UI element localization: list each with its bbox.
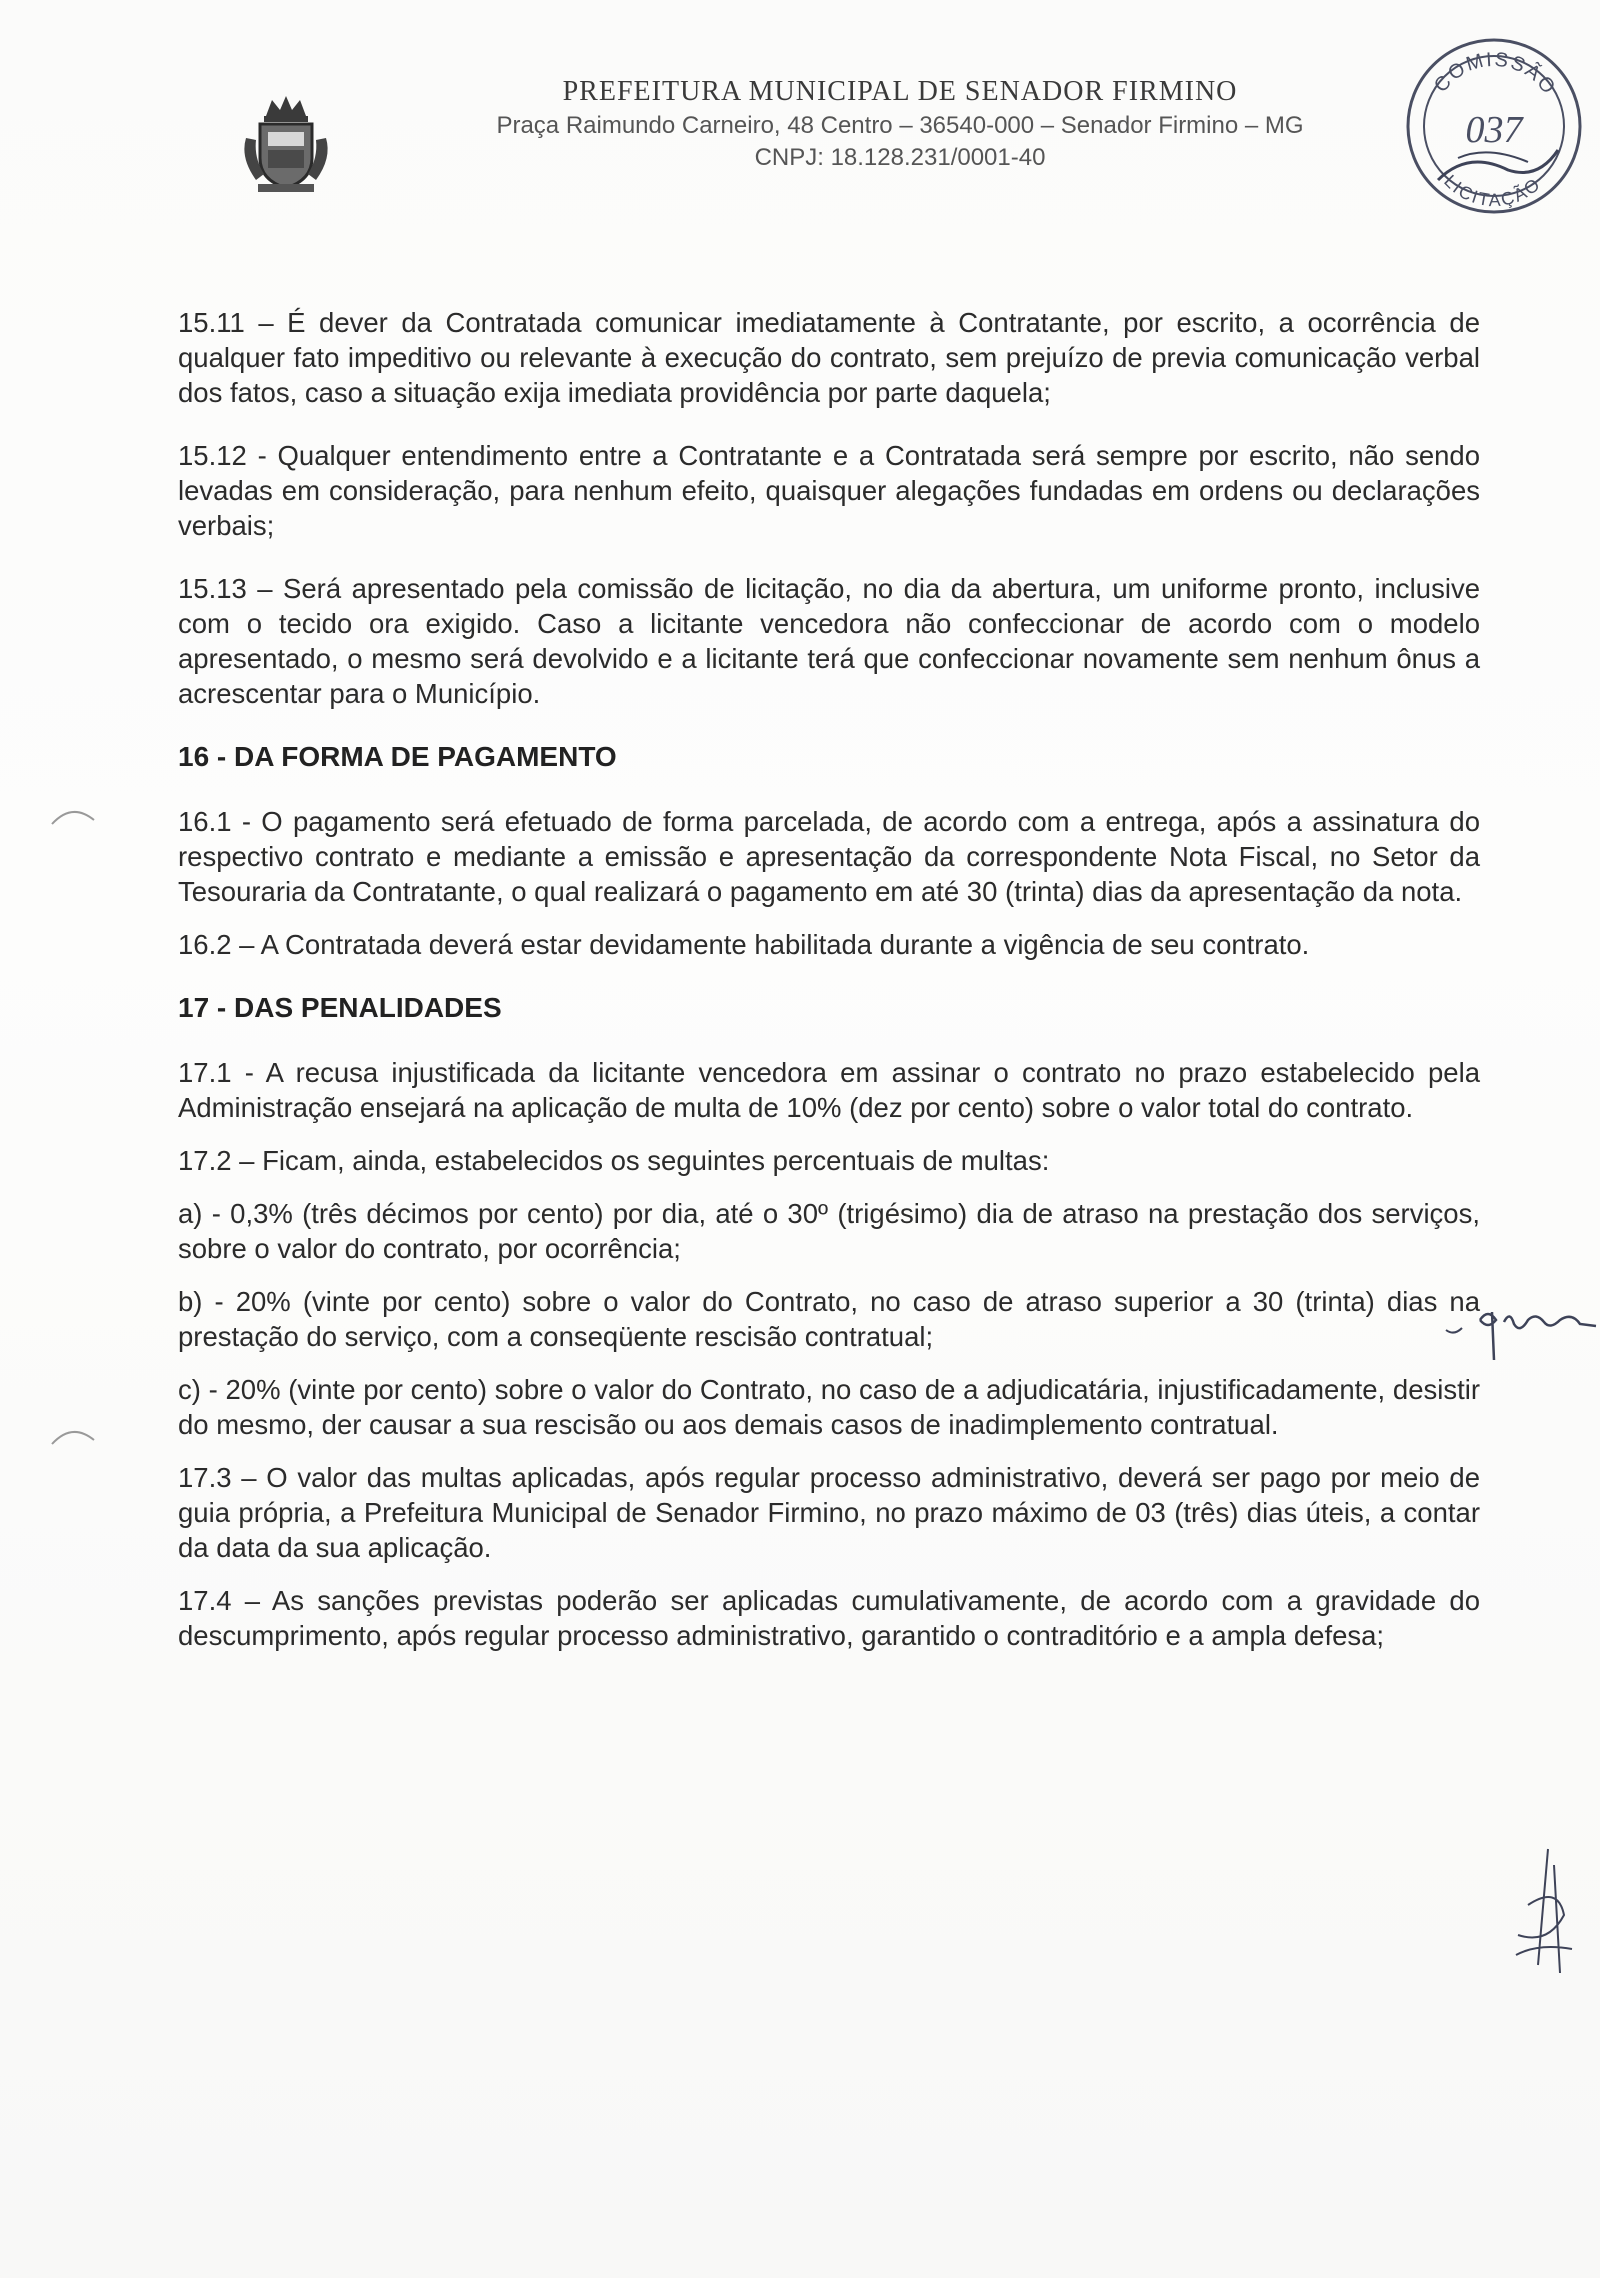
handwritten-signature <box>1508 1845 1578 1975</box>
clause-17-2-c: c) - 20% (vinte por cento) sobre o valor do Contrato, no caso de a adjudicatária, injustificadamente, desistir do mesmo, der causar a sua rescisão ou aos demais casos de inadimplemento contratual. <box>178 1374 1480 1440</box>
margin-mark-icon <box>48 1420 98 1450</box>
clause-17-4: 17.4 – As sanções previstas poderão ser aplicadas cumulativamente, de acordo com a gravidade do descumprimento, após regular processo administrativo, garantido o contraditório e a ampla defesa; <box>178 1585 1480 1651</box>
municipality-address: Praça Raimundo Carneiro, 48 Centro – 36540-000 – Senador Firmino – MG <box>496 112 1304 139</box>
clause-17-2: 17.2 – Ficam, ainda, estabelecidos os seguintes percentuais de multas: <box>178 1145 1050 1176</box>
clause-16-1: 16.1 - O pagamento será efetuado de forma parcelada, de acordo com a entrega, após a assinatura do respectivo contrato e mediante a emissão e apresentação da correspondente Nota Fiscal, no Setor da Tesouraria da Contratante, o qual realizará o pagamento em até 30 (trinta) dias da apresentação da nota. <box>178 806 1480 907</box>
clause-17-3: 17.3 – O valor das multas aplicadas, após regular processo administrativo, deverá ser pago por meio de guia própria, a Prefeitura Municipal de Senador Firmino, no prazo máximo de 03 (três) dias úteis, a contar da data da sua aplicação. <box>178 1462 1480 1563</box>
handwritten-initials <box>1440 1290 1600 1360</box>
clause-15-13: 15.13 – Será apresentado pela comissão de licitação, no dia da abertura, um uniforme pronto, inclusive com o tecido ora exigido. Caso a licitante vencedora não confeccionar de acordo com o modelo apresentado, o mesmo será devolvido e a licitante terá que confeccionar novamente sem nenhum ônus a acrescentar para o Município. <box>178 573 1480 709</box>
municipality-title: PREFEITURA MUNICIPAL DE SENADOR FIRMINO <box>562 76 1238 107</box>
clause-15-11: 15.11 – É dever da Contratada comunicar imediatamente à Contratante, por escrito, a ocorrência de qualquer fato impeditivo ou relevante à execução do contrato, sem prejuízo de previa comunicação verbal dos fatos, caso a situação exija imediata providência por parte daquela; <box>178 307 1480 408</box>
clause-17-1: 17.1 - A recusa injustificada da licitante vencedora em assinar o contrato no prazo estabelecido pela Administração ensejará na aplicação de multa de 10% (dez por cento) sobre o valor total do contrato. <box>178 1057 1480 1123</box>
municipal-crest-icon <box>236 88 336 198</box>
clause-17-2-a: a) - 0,3% (três décimos por cento) por dia, até o 30º (trigésimo) dia de atraso na prestação dos serviços, sobre o valor do contrato, por ocorrência; <box>178 1198 1480 1264</box>
clause-17-2-b: b) - 20% (vinte por cento) sobre o valor do Contrato, no caso de atraso superior a 30 (trinta) dias na prestação do serviço, com a conseqüente rescisão contratual; <box>178 1286 1480 1352</box>
stamp-bottom-text: LICITAÇÃO <box>1440 170 1545 211</box>
section-16-title: 16 - DA FORMA DE PAGAMENTO <box>178 741 617 772</box>
commission-stamp <box>1398 30 1590 222</box>
stamp-number: 037 <box>1465 109 1523 151</box>
clause-16-2: 16.2 – A Contratada deverá estar devidamente habilitada durante a vigência de seu contrato. <box>178 929 1310 960</box>
margin-mark-icon <box>48 800 98 830</box>
stamp-top-text: COMISSÃO <box>1429 48 1561 100</box>
clause-15-12: 15.12 - Qualquer entendimento entre a Contratante e a Contratada será sempre por escrito, não sendo levadas em consideração, para nenhum efeito, quaisquer alegações fundadas em ordens ou declarações verbais; <box>178 440 1480 541</box>
letterhead <box>400 76 1400 172</box>
municipality-cnpj: CNPJ: 18.128.231/0001-40 <box>754 144 1046 171</box>
document-body <box>178 305 1480 1671</box>
section-17-title: 17 - DAS PENALIDADES <box>178 992 502 1023</box>
